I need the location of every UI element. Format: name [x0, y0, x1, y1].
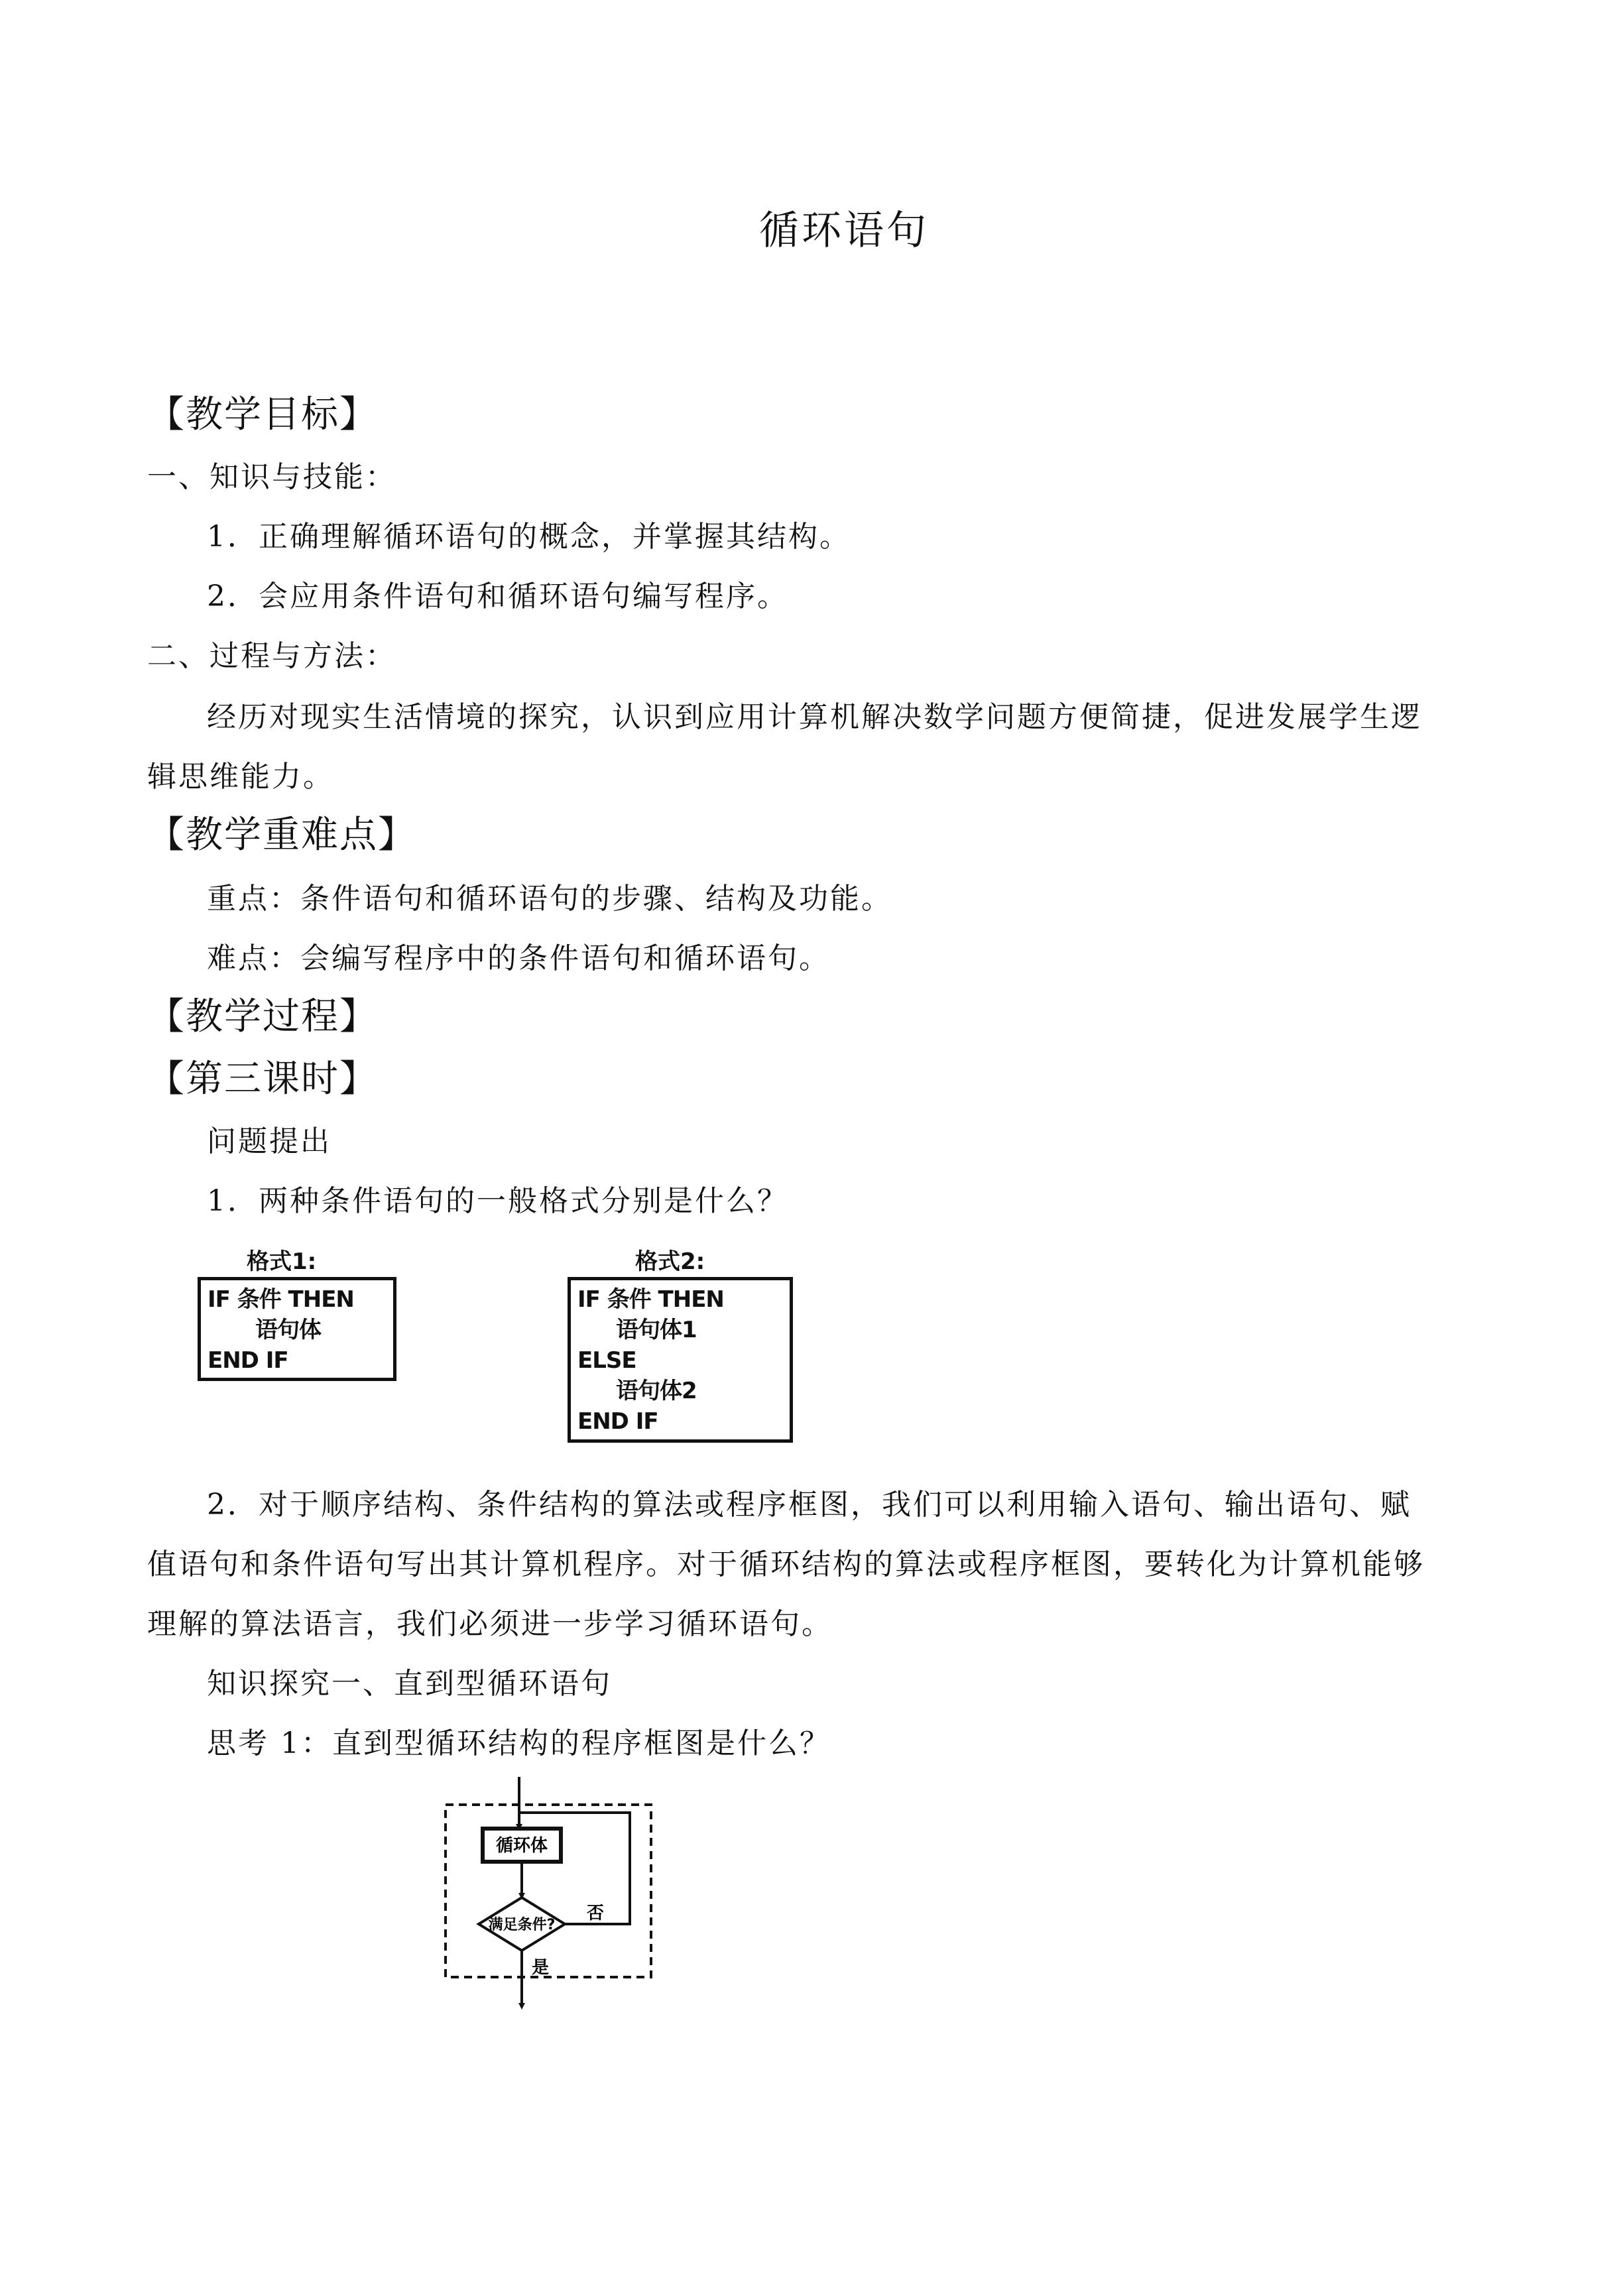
objectives-heading: 【教学目标】	[147, 393, 378, 436]
knowledge-heading: 一、知识与技能：	[147, 460, 396, 494]
until-loop-flowchart	[424, 1777, 663, 2016]
question-2-line-3: 理解的算法语言，我们必须进一步学习循环语句。	[147, 1607, 833, 1641]
format2-line-1: IF 条件 THEN	[577, 1286, 724, 1313]
format1-caption: 格式1:	[247, 1248, 317, 1275]
lesson-heading: 【第三课时】	[147, 1057, 378, 1101]
key-points-heading: 【教学重难点】	[147, 814, 416, 857]
format2-line-2: 语句体1	[616, 1317, 697, 1343]
format1-line-2: 语句体	[255, 1317, 321, 1343]
format2-box	[568, 1277, 793, 1443]
explore-heading: 知识探究一、直到型循环语句	[207, 1667, 612, 1701]
condition-label: 满足条件?	[488, 1917, 556, 1933]
format1-line-3: END IF	[208, 1347, 288, 1374]
no-label: 否	[586, 1903, 605, 1923]
think-1: 思考 1：直到型循环结构的程序框图是什么？	[207, 1726, 831, 1760]
format2-line-3: ELSE	[577, 1347, 636, 1374]
loop-body-label: 循环体	[495, 1836, 548, 1856]
process-heading: 二、过程与方法：	[147, 639, 396, 673]
difficult-point: 难点：会编写程序中的条件语句和循环语句。	[207, 941, 830, 975]
format2-caption: 格式2:	[635, 1248, 705, 1275]
format2-line-4: 语句体2	[616, 1378, 697, 1404]
knowledge-item-1: 1．正确理解循环语句的概念，并掌握其结构。	[207, 520, 851, 554]
process-text-line-2: 辑思维能力。	[147, 760, 334, 794]
problem-heading: 问题提出	[207, 1124, 331, 1158]
teaching-process-heading: 【教学过程】	[147, 995, 378, 1038]
process-text-line-1: 经历对现实生活情境的探究，认识到应用计算机解决数学问题方便简捷，促进发展学生逻	[207, 700, 1422, 734]
page-title: 循环语句	[759, 208, 929, 254]
question-1: 1．两种条件语句的一般格式分别是什么？	[207, 1184, 788, 1218]
key-point: 重点：条件语句和循环语句的步骤、结构及功能。	[207, 882, 892, 916]
format2-line-5: END IF	[577, 1408, 658, 1435]
question-2-line-2: 值语句和条件语句写出其计算机程序。对于循环结构的算法或程序框图，要转化为计算机能够	[147, 1547, 1425, 1581]
knowledge-item-2: 2．会应用条件语句和循环语句编写程序。	[207, 579, 788, 613]
question-2-line-1: 2．对于顺序结构、条件结构的算法或程序框图，我们可以利用输入语句、输出语句、赋	[207, 1488, 1412, 1522]
format1-line-1: IF 条件 THEN	[208, 1286, 354, 1313]
yes-label: 是	[532, 1958, 550, 1978]
format1-box	[198, 1277, 396, 1381]
